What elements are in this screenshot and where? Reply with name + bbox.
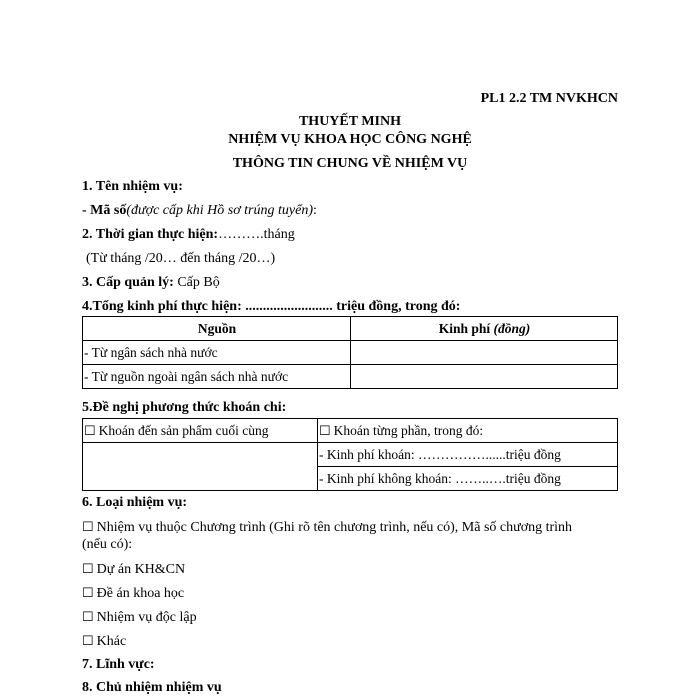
doc-title-line2: NHIỆM VỤ KHOA HỌC CÔNG NGHỆ — [228, 132, 472, 147]
funds-contracted: - Kinh phí khoán: ……………......triệu đồng — [318, 443, 618, 467]
option-program-line1: Nhiệm vụ thuộc Chương trình (Ghi rõ tên chương trình, nếu có), Mã số chương trình — [96, 520, 573, 535]
option-program[interactable] — [82, 519, 572, 536]
option-final-empty — [83, 443, 318, 491]
checkbox-icon[interactable]: ☐ — [82, 519, 94, 534]
section3-value: Cấp Bộ — [177, 275, 220, 290]
section3-line — [82, 275, 220, 291]
budget-header-source: Nguồn — [83, 317, 351, 341]
section2-value: ……….tháng — [218, 227, 295, 242]
section5-label: 5.Đề nghị phương thức khoán chi: — [82, 400, 287, 415]
code-suffix: : — [312, 203, 317, 218]
budget-row-state: - Từ ngân sách nhà nước — [83, 341, 351, 365]
section4-label: 4.Tổng kinh phí thực hiện: ......................... triệu đồng, trong đó: — [82, 299, 461, 314]
option-other[interactable] — [82, 633, 126, 650]
section2-label: 2. Thời gian thực hiện: — [82, 227, 219, 242]
budget-row-nonstate: - Từ nguồn ngoài ngân sách nhà nước — [83, 365, 351, 389]
form-code: PL1 2.2 TM NVKHCN — [480, 91, 618, 106]
option-partial-label: Khoán từng phần, trong đó: — [333, 422, 484, 438]
section3-label: 3. Cấp quản lý: — [82, 275, 174, 290]
section6-label: 6. Loại nhiệm vụ: — [82, 495, 188, 510]
doc-title-line3: THÔNG TIN CHUNG VỀ NHIỆM VỤ — [232, 156, 468, 171]
option-final-cell[interactable] — [83, 419, 318, 443]
checkbox-icon[interactable]: ☐ — [319, 422, 331, 438]
section8-label: 8. Chủ nhiệm nhiệm vụ — [82, 680, 222, 695]
budget-table — [82, 316, 618, 389]
doc-title-line1: THUYẾT MINH — [298, 114, 402, 129]
budget-header-amount — [351, 317, 618, 341]
budget-header-amount-unit: (đồng) — [493, 320, 531, 336]
section7-label: 7. Lĩnh vực: — [82, 657, 155, 672]
option-partial-cell[interactable] — [318, 419, 618, 443]
option-scheme-label: Đề án khoa học — [96, 586, 185, 601]
checkbox-icon[interactable]: ☐ — [84, 422, 96, 438]
section2-line — [82, 227, 295, 243]
option-program-line2: (nếu có): — [82, 537, 133, 552]
option-independent-label: Nhiệm vụ độc lập — [96, 610, 197, 625]
option-scheme[interactable] — [82, 585, 184, 602]
code-label: - Mã số — [82, 203, 127, 218]
option-other-label: Khác — [96, 634, 127, 649]
section1-label: 1. Tên nhiệm vụ: — [82, 179, 183, 194]
checkbox-icon[interactable]: ☐ — [82, 561, 94, 576]
checkbox-icon[interactable]: ☐ — [82, 609, 94, 624]
section2-range: (Từ tháng /20… đến tháng /20…) — [86, 251, 276, 266]
contract-table — [82, 418, 618, 491]
option-project[interactable] — [82, 561, 185, 578]
funds-not-contracted: - Kinh phí không khoán: ……..….triệu đồng — [318, 467, 618, 491]
option-independent[interactable] — [82, 609, 197, 626]
option-final-label: Khoán đến sản phẩm cuối cùng — [98, 422, 269, 438]
budget-header-amount-label: Kinh phí — [438, 320, 491, 336]
code-line — [82, 203, 317, 219]
budget-row-nonstate-value[interactable] — [351, 365, 618, 389]
checkbox-icon[interactable]: ☐ — [82, 585, 94, 600]
option-project-label: Dự án KH&CN — [96, 562, 186, 577]
budget-row-state-value[interactable] — [351, 341, 618, 365]
checkbox-icon[interactable]: ☐ — [82, 633, 94, 648]
code-note: (được cấp khi Hồ sơ trúng tuyển) — [126, 203, 313, 218]
